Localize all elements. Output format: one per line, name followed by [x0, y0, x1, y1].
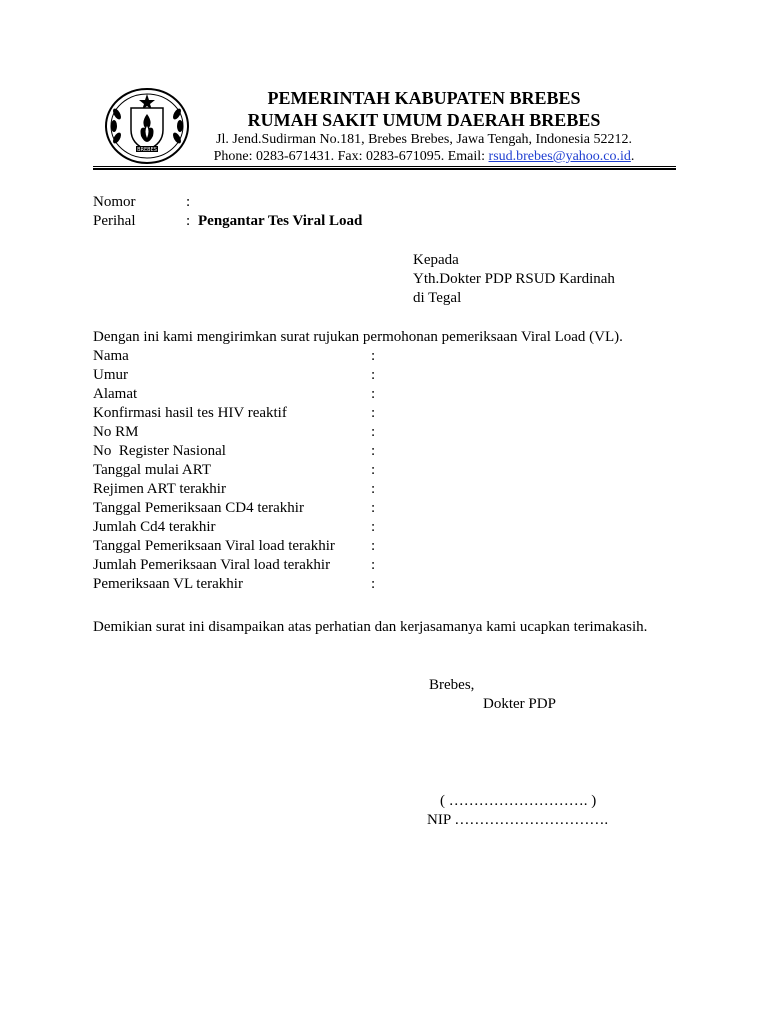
field-row — [93, 347, 393, 366]
field-label: No Register Nasional — [93, 443, 226, 459]
field-colon: : — [371, 405, 376, 421]
field-label: Tanggal Pemeriksaan CD4 terakhir — [93, 500, 304, 516]
field-colon: : — [371, 348, 376, 364]
signature-nip-line: NIP …………………………. — [427, 812, 609, 828]
recipient-line-2: Yth.Dokter PDP RSUD Kardinah — [413, 271, 615, 287]
nomor-colon: : — [186, 194, 191, 210]
recipient-line-3: di Tegal — [413, 290, 462, 306]
signature-role: Dokter PDP — [483, 696, 556, 712]
field-colon: : — [371, 386, 376, 402]
email-link[interactable]: rsud.brebes@yahoo.co.id — [488, 149, 631, 164]
field-label: Jumlah Cd4 terakhir — [93, 519, 216, 535]
field-label: Nama — [93, 348, 129, 364]
field-row — [93, 575, 393, 594]
field-row — [93, 499, 393, 518]
field-colon: : — [371, 576, 376, 592]
field-colon: : — [371, 443, 376, 459]
field-colon: : — [371, 424, 376, 440]
field-row — [93, 480, 393, 499]
field-row — [93, 366, 393, 385]
government-name: PEMERINTAH KABUPATEN BREBES — [267, 88, 581, 108]
signature-name-line: ( ………………………. ) — [440, 793, 597, 809]
field-label: Pemeriksaan VL terakhir — [93, 576, 243, 592]
field-colon: : — [371, 500, 376, 516]
field-colon: : — [371, 519, 376, 535]
letterhead-divider-thick — [93, 168, 676, 170]
field-row — [93, 423, 393, 442]
field-row — [93, 556, 393, 575]
hospital-contact — [0, 149, 768, 165]
perihal-colon: : — [186, 213, 191, 229]
contact-prefix: Phone: 0283-671431. Fax: 0283-671095. Email: — [213, 149, 489, 164]
field-label: Jumlah Pemeriksaan Viral load terakhir — [93, 557, 331, 573]
field-label: Alamat — [93, 386, 138, 402]
field-label: Umur — [93, 367, 128, 383]
recipient-line-1: Kepada — [413, 252, 459, 268]
hospital-name: RUMAH SAKIT UMUM DAERAH BREBES — [247, 110, 601, 130]
field-colon: : — [371, 557, 376, 573]
perihal-label: Perihal — [93, 213, 136, 229]
field-colon: : — [371, 538, 376, 554]
field-row — [93, 442, 393, 461]
field-label: Tanggal mulai ART — [93, 462, 212, 478]
body-closing: Demikian surat ini disampaikan atas perhatian dan kerjasamanya kami ucapkan terimakasih. — [93, 619, 648, 635]
field-colon: : — [371, 481, 376, 497]
field-label: Rejimen ART terakhir — [93, 481, 226, 497]
field-label: Tanggal Pemeriksaan Viral load terakhir — [93, 538, 335, 554]
perihal-value: Pengantar Tes Viral Load — [198, 213, 363, 229]
hospital-address: Jl. Jend.Sudirman No.181, Brebes Brebes, Jawa Tengah, Indonesia 52212. — [216, 132, 632, 147]
field-row — [93, 404, 393, 423]
field-label: No RM — [93, 424, 139, 440]
field-label: Konfirmasi hasil tes HIV reaktif — [93, 405, 287, 421]
patient-field-list — [93, 347, 393, 594]
signature-place: Brebes, — [429, 677, 475, 693]
field-row — [93, 518, 393, 537]
field-colon: : — [371, 462, 376, 478]
seal-text: BREBES — [137, 147, 157, 153]
letterhead-divider — [93, 166, 676, 167]
field-row — [93, 385, 393, 404]
field-row — [93, 537, 393, 556]
field-colon: : — [371, 367, 376, 383]
body-intro: Dengan ini kami mengirimkan surat rujukan permohonan pemeriksaan Viral Load (VL). — [93, 329, 623, 345]
contact-suffix: . — [630, 149, 635, 164]
nomor-label: Nomor — [93, 194, 136, 210]
field-row — [93, 461, 393, 480]
